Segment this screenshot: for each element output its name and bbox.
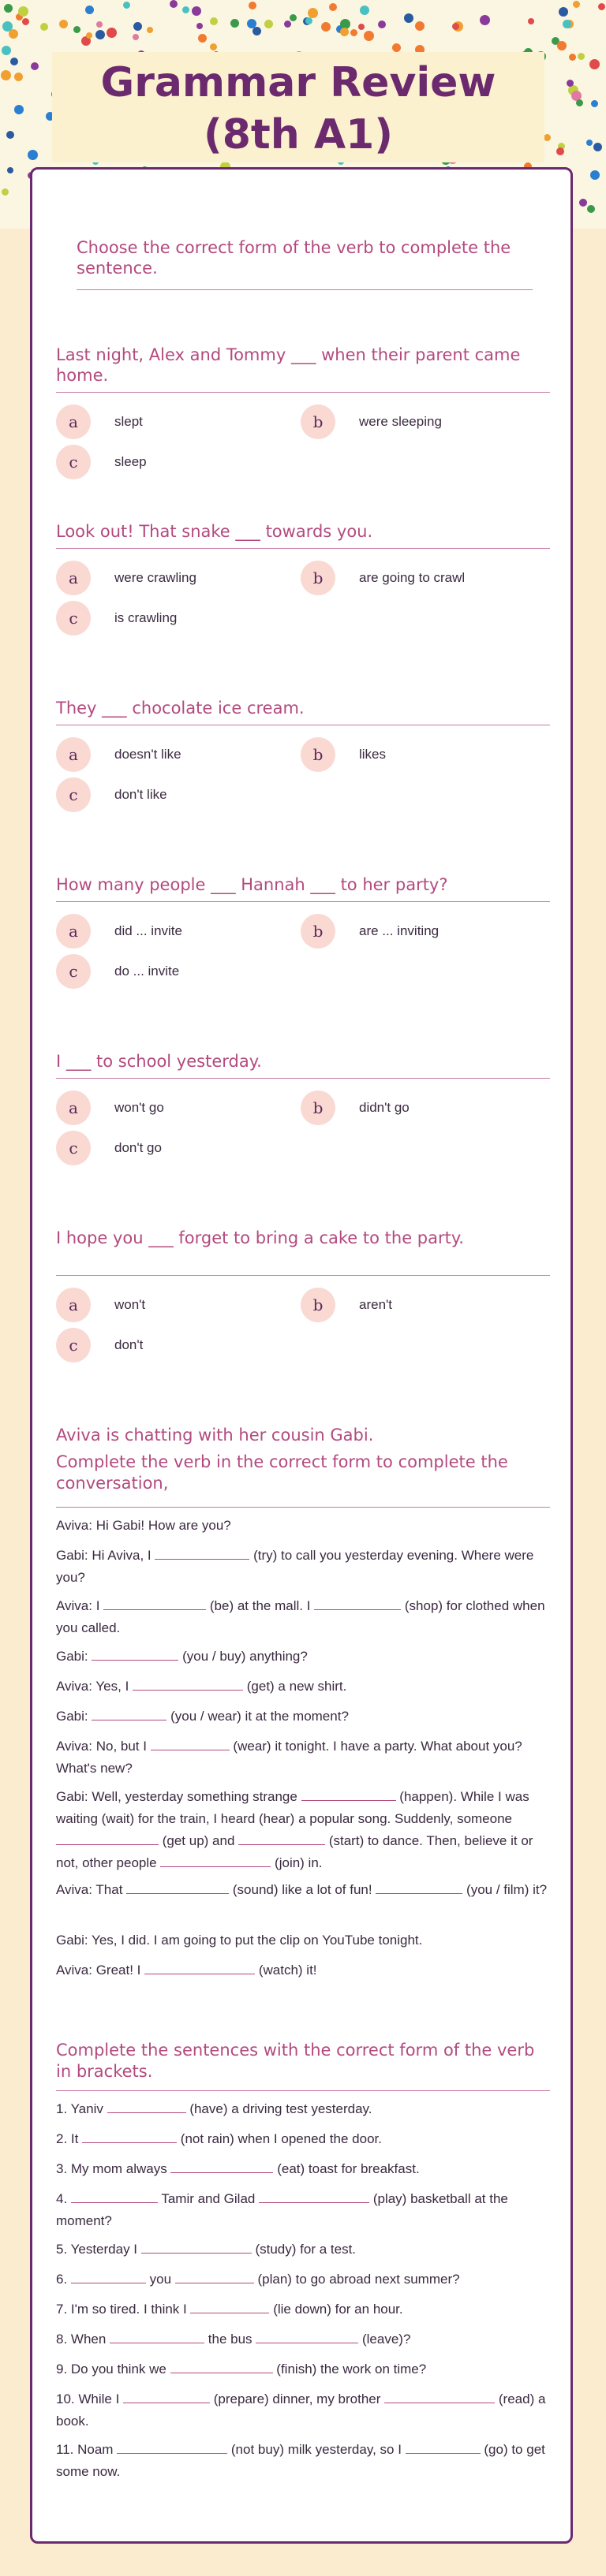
answer-blank[interactable] [71, 2188, 158, 2203]
answer-blank[interactable] [110, 2328, 204, 2343]
answer-option-a[interactable] [56, 561, 196, 595]
confetti-dot [556, 147, 564, 155]
confetti-dot [252, 27, 261, 35]
answer-blank[interactable] [376, 1879, 462, 1894]
fill-in-line [56, 2268, 550, 2291]
confetti-dot [7, 167, 13, 173]
line-text: 1. Yaniv [56, 2101, 107, 2116]
fill-in-line [56, 2358, 550, 2380]
answer-blank[interactable] [301, 1786, 396, 1801]
question-text: I hope you ___ forget to bring a cake to the party. [56, 1228, 464, 1247]
answer-blank[interactable] [170, 2158, 273, 2173]
fill-in-line [56, 1786, 550, 1874]
line-text: (not rain) when I opened the door. [177, 2131, 382, 2146]
answer-blank[interactable] [155, 1545, 249, 1560]
confetti-dot [290, 14, 297, 21]
line-text: (you / buy) anything? [178, 1649, 308, 1664]
line-text: (you / wear) it at the moment? [166, 1709, 349, 1724]
option-label: won't go [114, 1100, 164, 1115]
confetti-dot [593, 143, 602, 151]
confetti-dot [544, 134, 551, 141]
confetti-dot [576, 99, 583, 106]
instruction: Choose the correct form of the verb to complete the sentence. [77, 238, 511, 278]
confetti-dot [573, 1, 580, 8]
line-text: (join) in. [271, 1855, 323, 1870]
confetti-dot [198, 34, 207, 43]
confetti-dot [40, 23, 48, 31]
answer-blank[interactable] [314, 1595, 401, 1610]
confetti-dot [415, 21, 425, 31]
answer-option-b[interactable] [301, 737, 386, 772]
line-text: 11. Noam [56, 2442, 118, 2457]
line-text: Aviva: Yes, I [56, 1679, 133, 1694]
option-label: doesn't like [114, 747, 181, 762]
answer-option-a[interactable] [56, 1288, 145, 1322]
answer-option-c[interactable] [56, 601, 177, 636]
option-label: won't [114, 1297, 146, 1312]
line-text: (play) basketball at the moment? [56, 2191, 508, 2228]
confetti-dot [590, 170, 600, 180]
answer-blank[interactable] [144, 1959, 255, 1974]
confetti-dot [2, 46, 11, 55]
option-letter-badge: a [56, 561, 91, 595]
question-text: They ___ chocolate ice cream. [56, 699, 305, 718]
line-text: the bus [204, 2332, 256, 2347]
answer-option-a[interactable] [56, 1090, 164, 1125]
question-divider [56, 901, 550, 902]
line-text: (leave)? [358, 2332, 411, 2347]
worksheet [30, 167, 573, 2544]
confetti-dot [73, 26, 80, 33]
page-title: Grammar Review (8th A1) [100, 59, 496, 158]
option-letter-badge: b [301, 561, 335, 595]
answer-option-c[interactable] [56, 445, 147, 479]
answer-option-c[interactable] [56, 954, 179, 989]
line-text: (start) to dance. Then, believe it or not, other people [56, 1833, 533, 1870]
option-letter-badge: b [301, 737, 335, 772]
option-label: are going to crawl [359, 570, 466, 585]
line-text: (watch) it! [255, 1963, 317, 1978]
section-divider [56, 1507, 550, 1508]
answer-option-b[interactable] [301, 1090, 410, 1125]
confetti-dot [364, 31, 374, 41]
confetti-dot [4, 4, 13, 13]
confetti-dot [567, 80, 574, 87]
option-letter-badge: c [56, 777, 91, 812]
option-label: don't [114, 1337, 144, 1352]
answer-option-a[interactable] [56, 404, 143, 439]
line-text: (not buy) milk yesterday, so I [227, 2442, 406, 2457]
question-divider [56, 1275, 550, 1276]
line-text: 10. While I [56, 2391, 124, 2406]
line-text: Gabi: Hi Aviva, I [56, 1548, 155, 1563]
confetti-dot [350, 29, 357, 36]
option-label: likes [359, 747, 387, 762]
line-text: Aviva: I [56, 1598, 104, 1613]
option-letter-badge: b [301, 1288, 335, 1322]
answer-blank[interactable] [92, 1706, 166, 1720]
line-text: (shop) for clothed when you called. [56, 1598, 545, 1635]
option-label: is crawling [114, 610, 178, 625]
answer-option-c[interactable] [56, 1328, 143, 1363]
confetti-dot [340, 28, 349, 36]
confetti-dot [95, 30, 105, 39]
fill-in-line [56, 1959, 550, 1981]
option-letter-badge: b [301, 404, 335, 439]
confetti-dot [59, 20, 68, 28]
confetti-dot [1, 70, 11, 80]
line-text: (get) a new shirt. [243, 1679, 347, 1694]
answer-option-b[interactable] [301, 404, 442, 439]
line-text: (happen). While I was waiting (wait) for the train, I heard (hear) a popular song. Suddenly, someone [56, 1789, 529, 1826]
option-label: did ... invite [114, 923, 182, 938]
answer-blank[interactable] [151, 1735, 230, 1750]
confetti-dot [321, 22, 331, 32]
question-divider [56, 548, 550, 549]
option-letter-badge: c [56, 1131, 91, 1165]
option-label: sleep [114, 454, 147, 469]
option-letter-badge: c [56, 445, 91, 479]
line-text: Tamir and Gilad [157, 2191, 260, 2206]
answer-blank[interactable] [259, 2188, 369, 2203]
answer-blank[interactable] [256, 2328, 358, 2343]
option-label: didn't go [359, 1100, 410, 1115]
option-label: don't like [114, 787, 167, 802]
answer-blank[interactable] [82, 2128, 177, 2143]
confetti-dot [591, 100, 598, 107]
answer-blank[interactable] [117, 2439, 227, 2454]
fill-in-line [56, 2098, 550, 2120]
fill-in-line [56, 1515, 550, 1537]
confetti-dot [192, 6, 201, 16]
line-text: 8. When [56, 2332, 110, 2347]
line-text: 2. It [56, 2131, 83, 2146]
line-text: (be) at the mall. I [206, 1598, 315, 1613]
confetti-dot [452, 23, 459, 30]
line-text: Gabi: [56, 1709, 92, 1724]
line-text: 7. I'm so tired. I think I [56, 2302, 191, 2317]
fill-in-line [56, 1676, 550, 1698]
option-label: were crawling [114, 570, 196, 585]
confetti-dot [264, 20, 273, 28]
confetti-dot [247, 19, 256, 28]
answer-option-a[interactable] [56, 737, 181, 772]
answer-blank[interactable] [175, 2268, 254, 2283]
line-text: (try) to call you yesterday evening. Where were you? [56, 1548, 534, 1585]
answer-blank[interactable] [123, 2388, 210, 2403]
answer-option-b[interactable] [301, 914, 439, 949]
answer-blank[interactable] [107, 2098, 186, 2113]
answer-blank[interactable] [406, 2439, 481, 2454]
line-text: (finish) the work on time? [272, 2362, 427, 2377]
option-letter-badge: a [56, 1090, 91, 1125]
line-text: Gabi: [56, 1649, 92, 1664]
option-letter-badge: a [56, 1288, 91, 1322]
confetti-dot [10, 58, 18, 65]
confetti-dot [86, 32, 92, 39]
line-text: (you / film) it? [462, 1882, 548, 1897]
option-label: slept [114, 414, 143, 429]
line-text: (prepare) dinner, my brother [210, 2391, 385, 2406]
fill-in-line [56, 2239, 550, 2261]
question-text: Look out! That snake ___ towards you. [56, 522, 373, 541]
line-text: Aviva: That [56, 1882, 127, 1897]
confetti-dot [196, 23, 203, 29]
line-text: (wear) it tonight. I have a party. What about you? What's new? [56, 1739, 522, 1776]
option-label: aren't [359, 1297, 392, 1312]
line-text: Aviva: Hi Gabi! How are you? [56, 1518, 231, 1533]
question-divider [56, 1078, 550, 1079]
confetti-dot [569, 54, 576, 61]
confetti-dot [2, 188, 9, 196]
confetti-dot [528, 18, 534, 24]
conversation-instruction: Complete the verb in the correct form to complete the conversation, [56, 1452, 508, 1493]
option-letter-badge: a [56, 404, 91, 439]
confetti-dot [147, 27, 153, 33]
confetti-dot [586, 140, 593, 146]
confetti-dot [563, 20, 571, 28]
answer-blank[interactable] [103, 1595, 206, 1610]
line-text: 3. My mom always [56, 2161, 171, 2176]
question-text: Last night, Alex and Tommy ___ when their parent came home. [56, 345, 521, 385]
confetti-dot [133, 34, 139, 40]
option-label: don't go [114, 1140, 162, 1155]
option-letter-badge: a [56, 914, 91, 949]
fill-in-line [56, 2388, 550, 2432]
option-letter-badge: c [56, 954, 91, 989]
answer-blank[interactable] [56, 1830, 159, 1845]
fill-in-line [56, 1646, 550, 1668]
confetti-dot [14, 73, 23, 81]
answer-option-c[interactable] [56, 777, 167, 812]
confetti-dot [587, 205, 595, 213]
confetti-dot [404, 13, 413, 23]
confetti-dot [230, 19, 239, 28]
answer-option-a[interactable] [56, 914, 182, 949]
confetti-dot [28, 150, 38, 160]
answer-blank[interactable] [160, 1852, 271, 1867]
confetti-dot [14, 105, 24, 114]
line-text: (plan) to go abroad next summer? [253, 2272, 460, 2287]
confetti-dot [557, 41, 567, 50]
answer-blank[interactable] [238, 1830, 325, 1845]
line-text: 4. [56, 2191, 71, 2206]
question-text: I ___ to school yesterday. [56, 1052, 262, 1071]
fill-in-line [56, 2188, 550, 2232]
fill-in-line [56, 2328, 550, 2350]
confetti-dot [589, 59, 600, 69]
answer-blank[interactable] [92, 1646, 178, 1661]
fill-in-line [56, 1735, 550, 1780]
line-text: Gabi: Well, yesterday something strange [56, 1789, 301, 1804]
option-letter-badge: c [56, 601, 91, 636]
line-text: you [145, 2272, 175, 2287]
answer-blank[interactable] [133, 1676, 243, 1691]
confetti-dot [2, 21, 13, 32]
answer-blank[interactable] [71, 2268, 146, 2283]
divider [77, 289, 533, 290]
line-text: (get up) and [159, 1833, 239, 1848]
section-divider [56, 2090, 550, 2091]
fill-in-line [56, 1595, 550, 1639]
confetti-dot [559, 7, 568, 17]
option-letter-badge: c [56, 1328, 91, 1363]
confetti-dot [358, 24, 365, 30]
line-text: (have) a driving test yesterday. [185, 2101, 372, 2116]
line-text: (study) for a test. [251, 2242, 357, 2257]
line-text: 6. [56, 2272, 71, 2287]
confetti-dot [378, 21, 386, 28]
confetti-dot [210, 17, 218, 25]
line-text: (read) a book. [56, 2391, 546, 2429]
answer-blank[interactable] [126, 1879, 229, 1894]
confetti-dot [123, 2, 130, 9]
answer-blank[interactable] [170, 2358, 273, 2373]
answer-blank[interactable] [384, 2388, 495, 2403]
confetti-dot [96, 21, 103, 28]
confetti-dot [249, 2, 256, 9]
answer-option-b[interactable] [301, 561, 465, 595]
fill-in-line [56, 2298, 550, 2321]
confetti-dot [182, 6, 189, 13]
confetti-dot [360, 6, 369, 15]
confetti-dot [133, 22, 142, 31]
fill-in-line [56, 1545, 550, 1589]
conversation-heading: Aviva is chatting with her cousin Gabi. [56, 1426, 374, 1445]
confetti-dot [392, 43, 401, 52]
confetti-dot [598, 3, 605, 10]
line-text: Aviva: No, but I [56, 1739, 151, 1754]
answer-blank[interactable] [190, 2298, 269, 2313]
line-text: (lie down) for an hour. [269, 2302, 403, 2317]
option-label: do ... invite [114, 964, 180, 979]
confetti-dot [329, 3, 337, 11]
option-letter-badge: b [301, 1090, 335, 1125]
confetti-dot [305, 17, 312, 24]
option-label: were sleeping [359, 414, 442, 429]
confetti-dot [6, 131, 14, 139]
answer-blank[interactable] [141, 2239, 252, 2254]
option-letter-badge: a [56, 737, 91, 772]
confetti-dot [31, 62, 39, 70]
fill-in-line [56, 2439, 550, 2483]
sentences-heading: Complete the sentences with the correct form of the verb in brackets. [56, 2041, 535, 2081]
fill-in-line [56, 2158, 550, 2180]
line-text: 5. Yesterday I [56, 2242, 141, 2257]
option-letter-badge: b [301, 914, 335, 949]
line-text: Gabi: Yes, I did. I am going to put the clip on YouTube tonight. [56, 1933, 423, 1948]
answer-option-b[interactable] [301, 1288, 392, 1322]
confetti-dot [579, 199, 587, 207]
line-text: (sound) like a lot of fun! [229, 1882, 376, 1897]
fill-in-line [56, 1879, 550, 1901]
line-text: (eat) toast for breakfast. [273, 2161, 420, 2176]
answer-option-c[interactable] [56, 1131, 162, 1165]
fill-in-line [56, 1929, 550, 1952]
confetti-dot [22, 18, 29, 25]
line-text: (go) to get some now. [56, 2442, 545, 2479]
confetti-dot [170, 0, 178, 8]
question-text: How many people ___ Hannah ___ to her party? [56, 875, 448, 894]
confetti-dot [578, 53, 585, 60]
fill-in-line [56, 1706, 550, 1728]
line-text: Aviva: Great! I [56, 1963, 145, 1978]
confetti-dot [18, 6, 28, 17]
confetti-dot [210, 43, 217, 50]
fill-in-line [56, 2128, 550, 2150]
line-text: 9. Do you think we [56, 2362, 170, 2377]
question-divider [56, 392, 550, 393]
confetti-dot [85, 6, 94, 14]
confetti-dot [480, 15, 490, 25]
confetti-dot [284, 21, 291, 28]
confetti-dot [107, 28, 117, 38]
option-label: are ... inviting [359, 923, 440, 938]
